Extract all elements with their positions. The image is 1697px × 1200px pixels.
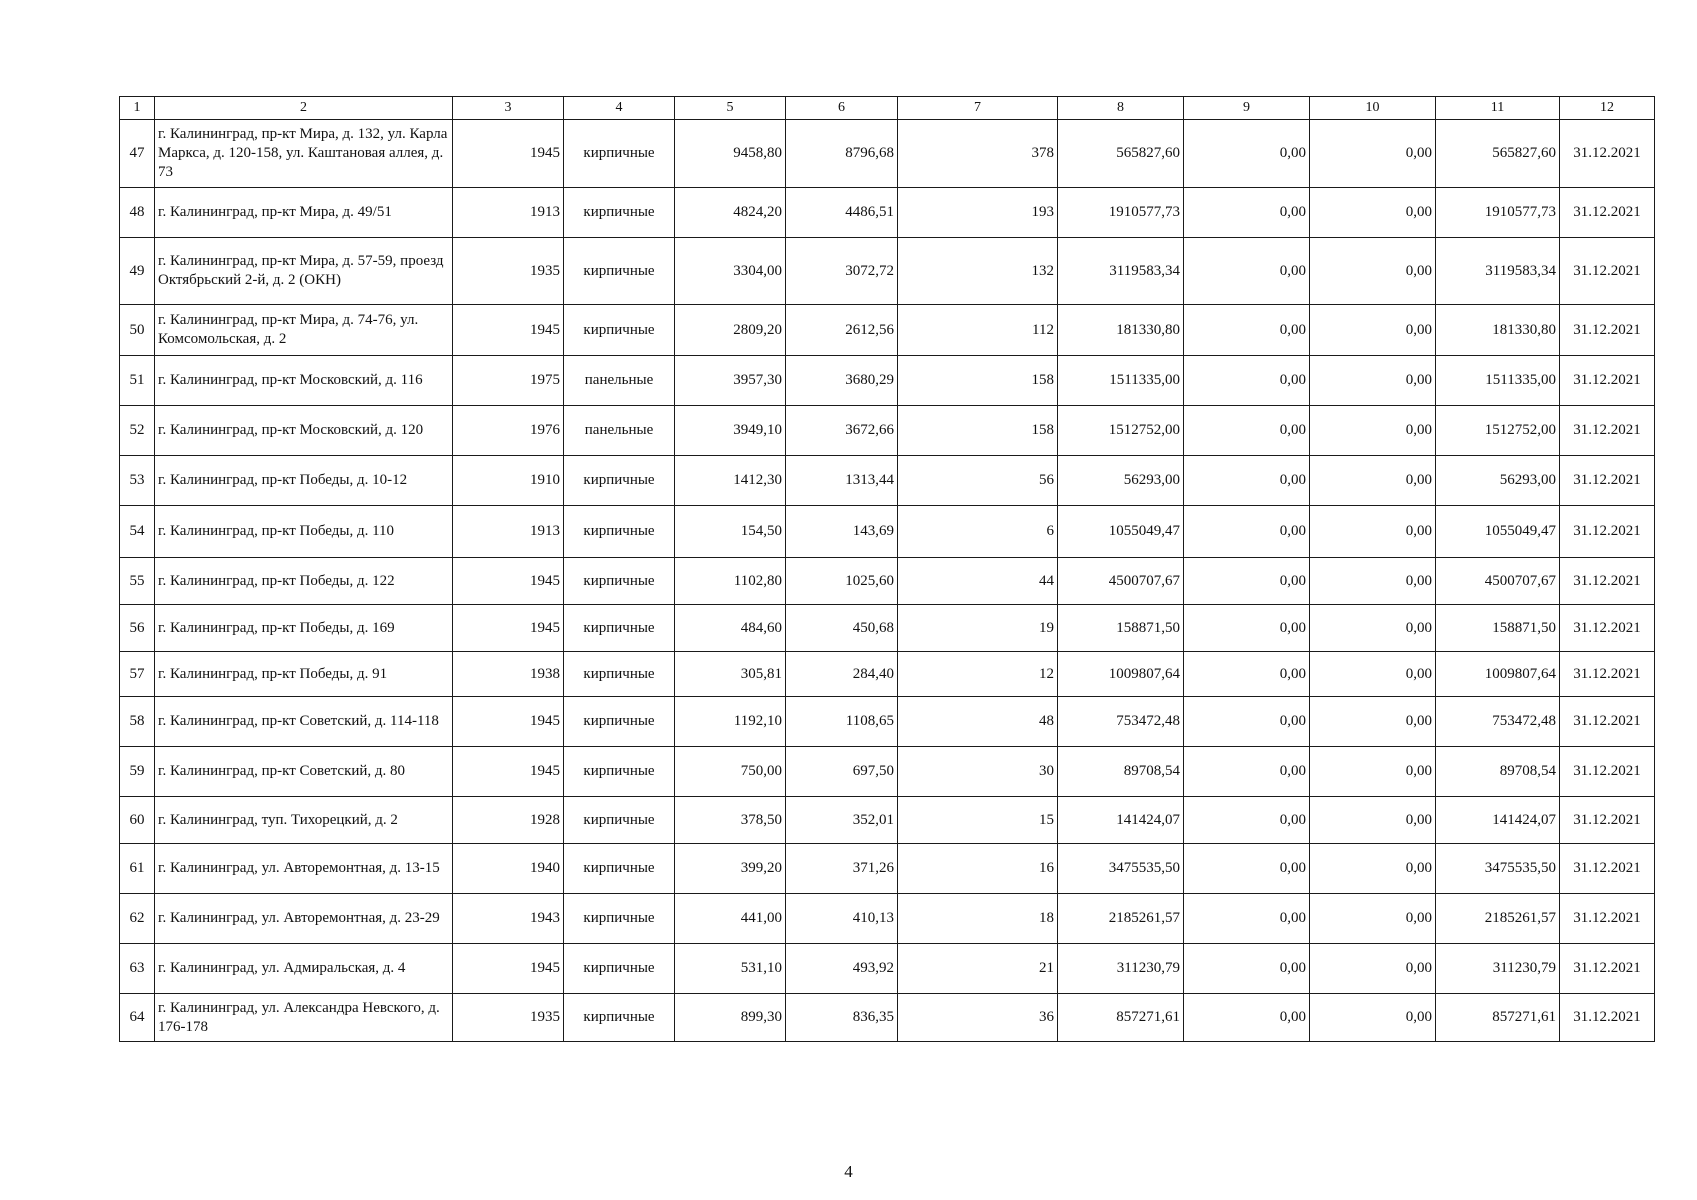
- table-row: [120, 944, 1655, 994]
- value-cell-col6: 2612,56: [786, 305, 898, 356]
- data-table: [119, 96, 1655, 1042]
- column-header-5: 5: [675, 97, 786, 120]
- table-row: [120, 605, 1655, 652]
- column-header-4: 4: [564, 97, 675, 120]
- value-cell-col8: 56293,00: [1058, 456, 1184, 506]
- material-cell: кирпичные: [564, 456, 675, 506]
- value-cell-col7: 19: [898, 605, 1058, 652]
- value-cell-col8: 158871,50: [1058, 605, 1184, 652]
- date-cell: 31.12.2021: [1560, 305, 1655, 356]
- value-cell-col8: 1512752,00: [1058, 406, 1184, 456]
- row-number: 55: [120, 558, 155, 605]
- value-cell-col6: 371,26: [786, 844, 898, 894]
- value-cell-col9: 0,00: [1184, 747, 1310, 797]
- row-number: 58: [120, 697, 155, 747]
- value-cell-col6: 450,68: [786, 605, 898, 652]
- material-cell: кирпичные: [564, 797, 675, 844]
- value-cell-col9: 0,00: [1184, 558, 1310, 605]
- value-cell-col6: 697,50: [786, 747, 898, 797]
- address-cell: г. Калининград, ул. Авторемонтная, д. 13-15: [155, 844, 453, 894]
- material-cell: кирпичные: [564, 944, 675, 994]
- value-cell-col7: 12: [898, 652, 1058, 697]
- address-cell: г. Калининград, пр-кт Мира, д. 57-59, проезд Октябрьский 2-й, д. 2 (ОКН): [155, 238, 453, 305]
- address-cell: г. Калининград, пр-кт Победы, д. 122: [155, 558, 453, 605]
- address-cell: г. Калининград, ул. Авторемонтная, д. 23-29: [155, 894, 453, 944]
- value-cell-col7: 158: [898, 356, 1058, 406]
- value-cell-col11: 753472,48: [1436, 697, 1560, 747]
- material-cell: кирпичные: [564, 506, 675, 558]
- value-cell-col7: 132: [898, 238, 1058, 305]
- row-number: 47: [120, 120, 155, 188]
- row-number: 60: [120, 797, 155, 844]
- year-cell: 1910: [453, 456, 564, 506]
- value-cell-col10: 0,00: [1310, 558, 1436, 605]
- table-row: [120, 747, 1655, 797]
- address-cell: г. Калининград, ул. Александра Невского, д. 176-178: [155, 994, 453, 1042]
- table-row: [120, 894, 1655, 944]
- date-cell: 31.12.2021: [1560, 406, 1655, 456]
- column-header-9: 9: [1184, 97, 1310, 120]
- value-cell-col6: 4486,51: [786, 188, 898, 238]
- value-cell-col9: 0,00: [1184, 506, 1310, 558]
- address-cell: г. Калининград, пр-кт Мира, д. 49/51: [155, 188, 453, 238]
- value-cell-col5: 1102,80: [675, 558, 786, 605]
- year-cell: 1945: [453, 305, 564, 356]
- value-cell-col5: 3957,30: [675, 356, 786, 406]
- value-cell-col5: 2809,20: [675, 305, 786, 356]
- value-cell-col9: 0,00: [1184, 456, 1310, 506]
- value-cell-col9: 0,00: [1184, 605, 1310, 652]
- material-cell: кирпичные: [564, 605, 675, 652]
- value-cell-col11: 2185261,57: [1436, 894, 1560, 944]
- date-cell: 31.12.2021: [1560, 697, 1655, 747]
- value-cell-col9: 0,00: [1184, 356, 1310, 406]
- table-row: [120, 844, 1655, 894]
- value-cell-col6: 3672,66: [786, 406, 898, 456]
- value-cell-col10: 0,00: [1310, 894, 1436, 944]
- column-header-3: 3: [453, 97, 564, 120]
- table-row: [120, 120, 1655, 188]
- address-cell: г. Калининград, пр-кт Мира, д. 132, ул. Карла Маркса, д. 120-158, ул. Каштановая аллея, д. 73: [155, 120, 453, 188]
- date-cell: 31.12.2021: [1560, 356, 1655, 406]
- year-cell: 1945: [453, 120, 564, 188]
- table-row: [120, 697, 1655, 747]
- value-cell-col7: 112: [898, 305, 1058, 356]
- value-cell-col9: 0,00: [1184, 188, 1310, 238]
- column-header-11: 11: [1436, 97, 1560, 120]
- table-row: [120, 558, 1655, 605]
- address-cell: г. Калининград, пр-кт Московский, д. 120: [155, 406, 453, 456]
- address-cell: г. Калининград, ул. Адмиральская, д. 4: [155, 944, 453, 994]
- address-cell: г. Калининград, пр-кт Советский, д. 114-118: [155, 697, 453, 747]
- year-cell: 1938: [453, 652, 564, 697]
- value-cell-col6: 143,69: [786, 506, 898, 558]
- date-cell: 31.12.2021: [1560, 944, 1655, 994]
- row-number: 63: [120, 944, 155, 994]
- table-row: [120, 188, 1655, 238]
- value-cell-col11: 857271,61: [1436, 994, 1560, 1042]
- row-number: 54: [120, 506, 155, 558]
- value-cell-col7: 36: [898, 994, 1058, 1042]
- table-row: [120, 797, 1655, 844]
- value-cell-col5: 750,00: [675, 747, 786, 797]
- material-cell: кирпичные: [564, 558, 675, 605]
- value-cell-col5: 1412,30: [675, 456, 786, 506]
- date-cell: 31.12.2021: [1560, 652, 1655, 697]
- year-cell: 1945: [453, 558, 564, 605]
- value-cell-col9: 0,00: [1184, 944, 1310, 994]
- date-cell: 31.12.2021: [1560, 844, 1655, 894]
- date-cell: 31.12.2021: [1560, 797, 1655, 844]
- value-cell-col11: 89708,54: [1436, 747, 1560, 797]
- material-cell: кирпичные: [564, 188, 675, 238]
- row-number: 56: [120, 605, 155, 652]
- row-number: 62: [120, 894, 155, 944]
- year-cell: 1945: [453, 944, 564, 994]
- value-cell-col5: 4824,20: [675, 188, 786, 238]
- value-cell-col7: 21: [898, 944, 1058, 994]
- table-row: [120, 994, 1655, 1042]
- value-cell-col7: 378: [898, 120, 1058, 188]
- year-cell: 1913: [453, 506, 564, 558]
- value-cell-col5: 154,50: [675, 506, 786, 558]
- value-cell-col5: 3949,10: [675, 406, 786, 456]
- value-cell-col8: 1055049,47: [1058, 506, 1184, 558]
- year-cell: 1935: [453, 238, 564, 305]
- value-cell-col10: 0,00: [1310, 797, 1436, 844]
- column-header-6: 6: [786, 97, 898, 120]
- address-cell: г. Калининград, пр-кт Советский, д. 80: [155, 747, 453, 797]
- date-cell: 31.12.2021: [1560, 605, 1655, 652]
- value-cell-col5: 305,81: [675, 652, 786, 697]
- table-row: [120, 456, 1655, 506]
- value-cell-col10: 0,00: [1310, 406, 1436, 456]
- row-number: 57: [120, 652, 155, 697]
- date-cell: 31.12.2021: [1560, 894, 1655, 944]
- value-cell-col7: 158: [898, 406, 1058, 456]
- table-row: [120, 305, 1655, 356]
- date-cell: 31.12.2021: [1560, 747, 1655, 797]
- address-cell: г. Калининград, пр-кт Победы, д. 169: [155, 605, 453, 652]
- value-cell-col8: 141424,07: [1058, 797, 1184, 844]
- material-cell: кирпичные: [564, 238, 675, 305]
- column-header-1: 1: [120, 97, 155, 120]
- value-cell-col10: 0,00: [1310, 747, 1436, 797]
- value-cell-col11: 311230,79: [1436, 944, 1560, 994]
- year-cell: 1945: [453, 697, 564, 747]
- value-cell-col9: 0,00: [1184, 238, 1310, 305]
- table-header-row: [120, 97, 1655, 120]
- value-cell-col6: 410,13: [786, 894, 898, 944]
- value-cell-col5: 378,50: [675, 797, 786, 844]
- value-cell-col5: 3304,00: [675, 238, 786, 305]
- year-cell: 1945: [453, 747, 564, 797]
- material-cell: панельные: [564, 406, 675, 456]
- value-cell-col11: 141424,07: [1436, 797, 1560, 844]
- column-header-8: 8: [1058, 97, 1184, 120]
- value-cell-col9: 0,00: [1184, 406, 1310, 456]
- value-cell-col10: 0,00: [1310, 120, 1436, 188]
- row-number: 53: [120, 456, 155, 506]
- value-cell-col5: 399,20: [675, 844, 786, 894]
- date-cell: 31.12.2021: [1560, 120, 1655, 188]
- value-cell-col9: 0,00: [1184, 652, 1310, 697]
- year-cell: 1913: [453, 188, 564, 238]
- value-cell-col11: 3475535,50: [1436, 844, 1560, 894]
- value-cell-col6: 1025,60: [786, 558, 898, 605]
- value-cell-col11: 56293,00: [1436, 456, 1560, 506]
- value-cell-col5: 1192,10: [675, 697, 786, 747]
- value-cell-col10: 0,00: [1310, 238, 1436, 305]
- value-cell-col11: 1512752,00: [1436, 406, 1560, 456]
- value-cell-col11: 181330,80: [1436, 305, 1560, 356]
- value-cell-col9: 0,00: [1184, 844, 1310, 894]
- value-cell-col5: 531,10: [675, 944, 786, 994]
- value-cell-col11: 1055049,47: [1436, 506, 1560, 558]
- column-header-12: 12: [1560, 97, 1655, 120]
- value-cell-col6: 493,92: [786, 944, 898, 994]
- column-header-2: 2: [155, 97, 453, 120]
- value-cell-col8: 3475535,50: [1058, 844, 1184, 894]
- value-cell-col6: 8796,68: [786, 120, 898, 188]
- value-cell-col8: 857271,61: [1058, 994, 1184, 1042]
- value-cell-col10: 0,00: [1310, 305, 1436, 356]
- material-cell: кирпичные: [564, 844, 675, 894]
- value-cell-col6: 3680,29: [786, 356, 898, 406]
- row-number: 64: [120, 994, 155, 1042]
- value-cell-col7: 44: [898, 558, 1058, 605]
- material-cell: кирпичные: [564, 120, 675, 188]
- value-cell-col11: 1511335,00: [1436, 356, 1560, 406]
- value-cell-col10: 0,00: [1310, 652, 1436, 697]
- value-cell-col8: 311230,79: [1058, 944, 1184, 994]
- value-cell-col6: 3072,72: [786, 238, 898, 305]
- year-cell: 1943: [453, 894, 564, 944]
- material-cell: кирпичные: [564, 894, 675, 944]
- value-cell-col7: 18: [898, 894, 1058, 944]
- value-cell-col10: 0,00: [1310, 456, 1436, 506]
- table-body: [120, 120, 1655, 1042]
- table-row: [120, 406, 1655, 456]
- value-cell-col8: 2185261,57: [1058, 894, 1184, 944]
- value-cell-col9: 0,00: [1184, 120, 1310, 188]
- row-number: 48: [120, 188, 155, 238]
- value-cell-col9: 0,00: [1184, 994, 1310, 1042]
- material-cell: кирпичные: [564, 652, 675, 697]
- value-cell-col11: 4500707,67: [1436, 558, 1560, 605]
- value-cell-col6: 352,01: [786, 797, 898, 844]
- value-cell-col8: 565827,60: [1058, 120, 1184, 188]
- value-cell-col8: 4500707,67: [1058, 558, 1184, 605]
- address-cell: г. Калининград, пр-кт Московский, д. 116: [155, 356, 453, 406]
- date-cell: 31.12.2021: [1560, 506, 1655, 558]
- value-cell-col5: 9458,80: [675, 120, 786, 188]
- value-cell-col11: 1910577,73: [1436, 188, 1560, 238]
- date-cell: 31.12.2021: [1560, 188, 1655, 238]
- value-cell-col10: 0,00: [1310, 188, 1436, 238]
- value-cell-col9: 0,00: [1184, 894, 1310, 944]
- row-number: 59: [120, 747, 155, 797]
- row-number: 51: [120, 356, 155, 406]
- year-cell: 1945: [453, 605, 564, 652]
- value-cell-col7: 193: [898, 188, 1058, 238]
- date-cell: 31.12.2021: [1560, 238, 1655, 305]
- year-cell: 1935: [453, 994, 564, 1042]
- value-cell-col7: 15: [898, 797, 1058, 844]
- material-cell: кирпичные: [564, 994, 675, 1042]
- value-cell-col6: 1313,44: [786, 456, 898, 506]
- value-cell-col10: 0,00: [1310, 605, 1436, 652]
- year-cell: 1975: [453, 356, 564, 406]
- table-row: [120, 238, 1655, 305]
- value-cell-col7: 16: [898, 844, 1058, 894]
- row-number: 49: [120, 238, 155, 305]
- value-cell-col7: 56: [898, 456, 1058, 506]
- value-cell-col10: 0,00: [1310, 944, 1436, 994]
- material-cell: кирпичные: [564, 697, 675, 747]
- value-cell-col8: 1511335,00: [1058, 356, 1184, 406]
- table-row: [120, 356, 1655, 406]
- table-row: [120, 506, 1655, 558]
- address-cell: г. Калининград, пр-кт Победы, д. 91: [155, 652, 453, 697]
- value-cell-col7: 48: [898, 697, 1058, 747]
- address-cell: г. Калининград, пр-кт Победы, д. 10-12: [155, 456, 453, 506]
- value-cell-col8: 3119583,34: [1058, 238, 1184, 305]
- material-cell: кирпичные: [564, 747, 675, 797]
- column-header-7: 7: [898, 97, 1058, 120]
- value-cell-col5: 441,00: [675, 894, 786, 944]
- value-cell-col5: 484,60: [675, 605, 786, 652]
- row-number: 52: [120, 406, 155, 456]
- address-cell: г. Калининград, пр-кт Мира, д. 74-76, ул. Комсомольская, д. 2: [155, 305, 453, 356]
- value-cell-col10: 0,00: [1310, 994, 1436, 1042]
- value-cell-col7: 6: [898, 506, 1058, 558]
- value-cell-col5: 899,30: [675, 994, 786, 1042]
- year-cell: 1928: [453, 797, 564, 844]
- year-cell: 1976: [453, 406, 564, 456]
- table-row: [120, 652, 1655, 697]
- value-cell-col8: 181330,80: [1058, 305, 1184, 356]
- value-cell-col8: 753472,48: [1058, 697, 1184, 747]
- value-cell-col7: 30: [898, 747, 1058, 797]
- value-cell-col8: 89708,54: [1058, 747, 1184, 797]
- value-cell-col11: 1009807,64: [1436, 652, 1560, 697]
- row-number: 50: [120, 305, 155, 356]
- date-cell: 31.12.2021: [1560, 456, 1655, 506]
- material-cell: кирпичные: [564, 305, 675, 356]
- value-cell-col11: 3119583,34: [1436, 238, 1560, 305]
- column-header-10: 10: [1310, 97, 1436, 120]
- address-cell: г. Калининград, пр-кт Победы, д. 110: [155, 506, 453, 558]
- value-cell-col9: 0,00: [1184, 697, 1310, 747]
- material-cell: панельные: [564, 356, 675, 406]
- date-cell: 31.12.2021: [1560, 558, 1655, 605]
- address-cell: г. Калининград, туп. Тихорецкий, д. 2: [155, 797, 453, 844]
- value-cell-col6: 1108,65: [786, 697, 898, 747]
- value-cell-col10: 0,00: [1310, 844, 1436, 894]
- value-cell-col11: 565827,60: [1436, 120, 1560, 188]
- value-cell-col6: 284,40: [786, 652, 898, 697]
- value-cell-col8: 1009807,64: [1058, 652, 1184, 697]
- value-cell-col10: 0,00: [1310, 356, 1436, 406]
- value-cell-col8: 1910577,73: [1058, 188, 1184, 238]
- year-cell: 1940: [453, 844, 564, 894]
- value-cell-col9: 0,00: [1184, 305, 1310, 356]
- value-cell-col6: 836,35: [786, 994, 898, 1042]
- row-number: 61: [120, 844, 155, 894]
- value-cell-col10: 0,00: [1310, 506, 1436, 558]
- value-cell-col11: 158871,50: [1436, 605, 1560, 652]
- value-cell-col10: 0,00: [1310, 697, 1436, 747]
- date-cell: 31.12.2021: [1560, 994, 1655, 1042]
- page-number: 4: [844, 1162, 853, 1181]
- value-cell-col9: 0,00: [1184, 797, 1310, 844]
